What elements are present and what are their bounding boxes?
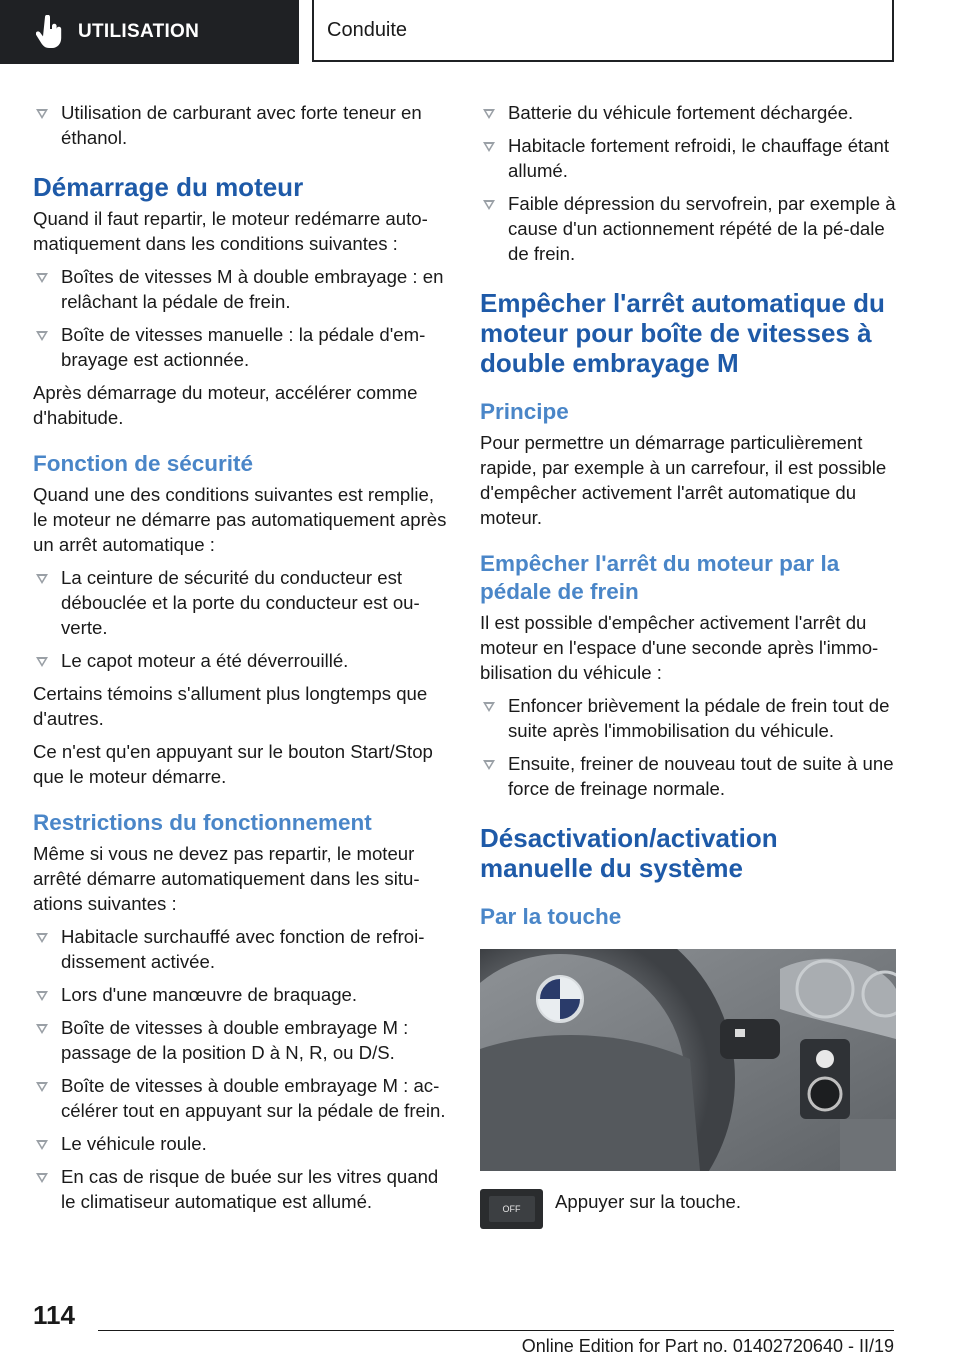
list-item: Lors d'une manœuvre de braquage. (33, 982, 447, 1007)
brake-text: Il est possible d'empêcher activement l'arrêt du moteur en l'espace d'une seconde après l'immo-bilisation du véhicule : (480, 612, 879, 683)
restart-after-text: Après démarrage du moteur, accélérer comme d'habitude. (33, 382, 418, 428)
triangle-bullet-icon (36, 933, 48, 943)
triangle-bullet-icon (36, 657, 48, 667)
list-item: Ensuite, freiner de nouveau tout de suite à une force de freinage normale. (480, 751, 896, 801)
auto-start-stop-off-label: OFF (502, 1203, 521, 1214)
safety-after-text: Certains témoins s'allument plus longtemps que d'autres. (33, 683, 428, 729)
triangle-bullet-icon (36, 1082, 48, 1092)
triangle-bullet-icon (36, 1140, 48, 1150)
restrictions-text: Même si vous ne devez pas repartir, le moteur arrêté démarre automatiquement dans les situ-ations suivantes : (33, 843, 420, 914)
triangle-bullet-icon (483, 142, 495, 152)
triangle-bullet-icon (36, 273, 48, 283)
list-item: Faible dépression du servofrein, par exemple à cause d'un actionnement répété de la pé-dale de frein. (480, 191, 896, 266)
steering-wheel-photo (480, 949, 896, 1171)
list-item: Le véhicule roule. (33, 1131, 447, 1156)
button-instruction (480, 1189, 896, 1229)
safety-heading: Fonction de sécurité (33, 451, 254, 476)
triangle-bullet-icon (36, 1024, 48, 1034)
hand-pointer-icon (36, 15, 64, 49)
list-item: Boîte de vitesses manuelle : la pédale d'em-brayage est actionnée. (33, 322, 447, 372)
list-item: Boîte de vitesses à double embrayage M : passage de la position D à N, R, ou D/S. (33, 1015, 447, 1065)
triangle-bullet-icon (36, 109, 48, 119)
triangle-bullet-icon (483, 109, 495, 119)
triangle-bullet-icon (483, 702, 495, 712)
list-item: La ceinture de sécurité du conducteur est débouclée et la porte du conducteur est ou-verte. (33, 565, 447, 640)
footer-divider (98, 1330, 894, 1331)
restart-text: Quand il faut repartir, le moteur redémarre auto-matiquement dans les conditions suivantes : (33, 208, 428, 254)
button-heading: Par la touche (480, 904, 622, 929)
manual-toggle-heading: Désactivation/activation manuelle du système (480, 823, 778, 883)
list-item: Boîtes de vitesses M à double embrayage : en relâchant la pédale de frein. (33, 264, 447, 314)
restart-heading: Démarrage du moteur (33, 172, 304, 202)
list-item: Batterie du véhicule fortement déchargée. (480, 100, 896, 125)
triangle-bullet-icon (483, 200, 495, 210)
section-tab (0, 0, 299, 64)
restrictions-heading: Restrictions du fonctionnement (33, 810, 372, 835)
page-number: 114 (33, 1300, 75, 1330)
list-item: Habitacle surchauffé avec fonction de refroi-dissement activée. (33, 924, 447, 974)
brake-heading: Empêcher l'arrêt du moteur par la pédale de frein (480, 551, 840, 604)
list-item: Le capot moteur a été déverrouillé. (33, 648, 447, 673)
list-item: Habitacle fortement refroidi, le chauffage étant allumé. (480, 133, 896, 183)
principle-text: Pour permettre un démarrage particulièrement rapide, par exemple à un carrefour, il est possible d'empêcher activement l'arrêt automatique du moteur. (480, 432, 887, 528)
list-item: Utilisation de carburant avec forte teneur en éthanol. (33, 100, 447, 150)
list-item: Boîte de vitesses à double embrayage M : ac-célérer tout en appuyant sur la pédale de frein. (33, 1073, 447, 1123)
right-column (480, 100, 896, 1229)
safety-after-text: Ce n'est qu'en appuyant sur le bouton Start/Stop que le moteur démarre. (33, 741, 433, 787)
chapter-label: Conduite (327, 18, 408, 41)
triangle-bullet-icon (483, 760, 495, 770)
triangle-bullet-icon (36, 574, 48, 584)
principle-heading: Principe (480, 399, 569, 424)
button-instruction-text: Appuyer sur la touche. (555, 1191, 742, 1212)
section-label: UTILISATION (78, 21, 200, 42)
triangle-bullet-icon (36, 991, 48, 1001)
left-column (33, 100, 447, 1222)
chapter-tab (312, 0, 894, 62)
safety-text: Quand une des conditions suivantes est remplie, le moteur ne démarre pas automatiquement après un arrêt automatique : (33, 484, 447, 555)
auto-start-stop-button-icon (480, 1189, 543, 1229)
triangle-bullet-icon (36, 331, 48, 341)
footer-edition: Online Edition for Part no. 01402720640 - II/19 (521, 1336, 894, 1356)
triangle-bullet-icon (36, 1173, 48, 1183)
list-item: En cas de risque de buée sur les vitres quand le climatiseur automatique est allumé. (33, 1164, 447, 1214)
list-item: Enfoncer brièvement la pédale de frein tout de suite après l'immobilisation du véhicule. (480, 693, 896, 743)
prevent-stop-heading: Empêcher l'arrêt automatique du moteur pour boîte de vitesses à double embrayage M (480, 288, 885, 378)
